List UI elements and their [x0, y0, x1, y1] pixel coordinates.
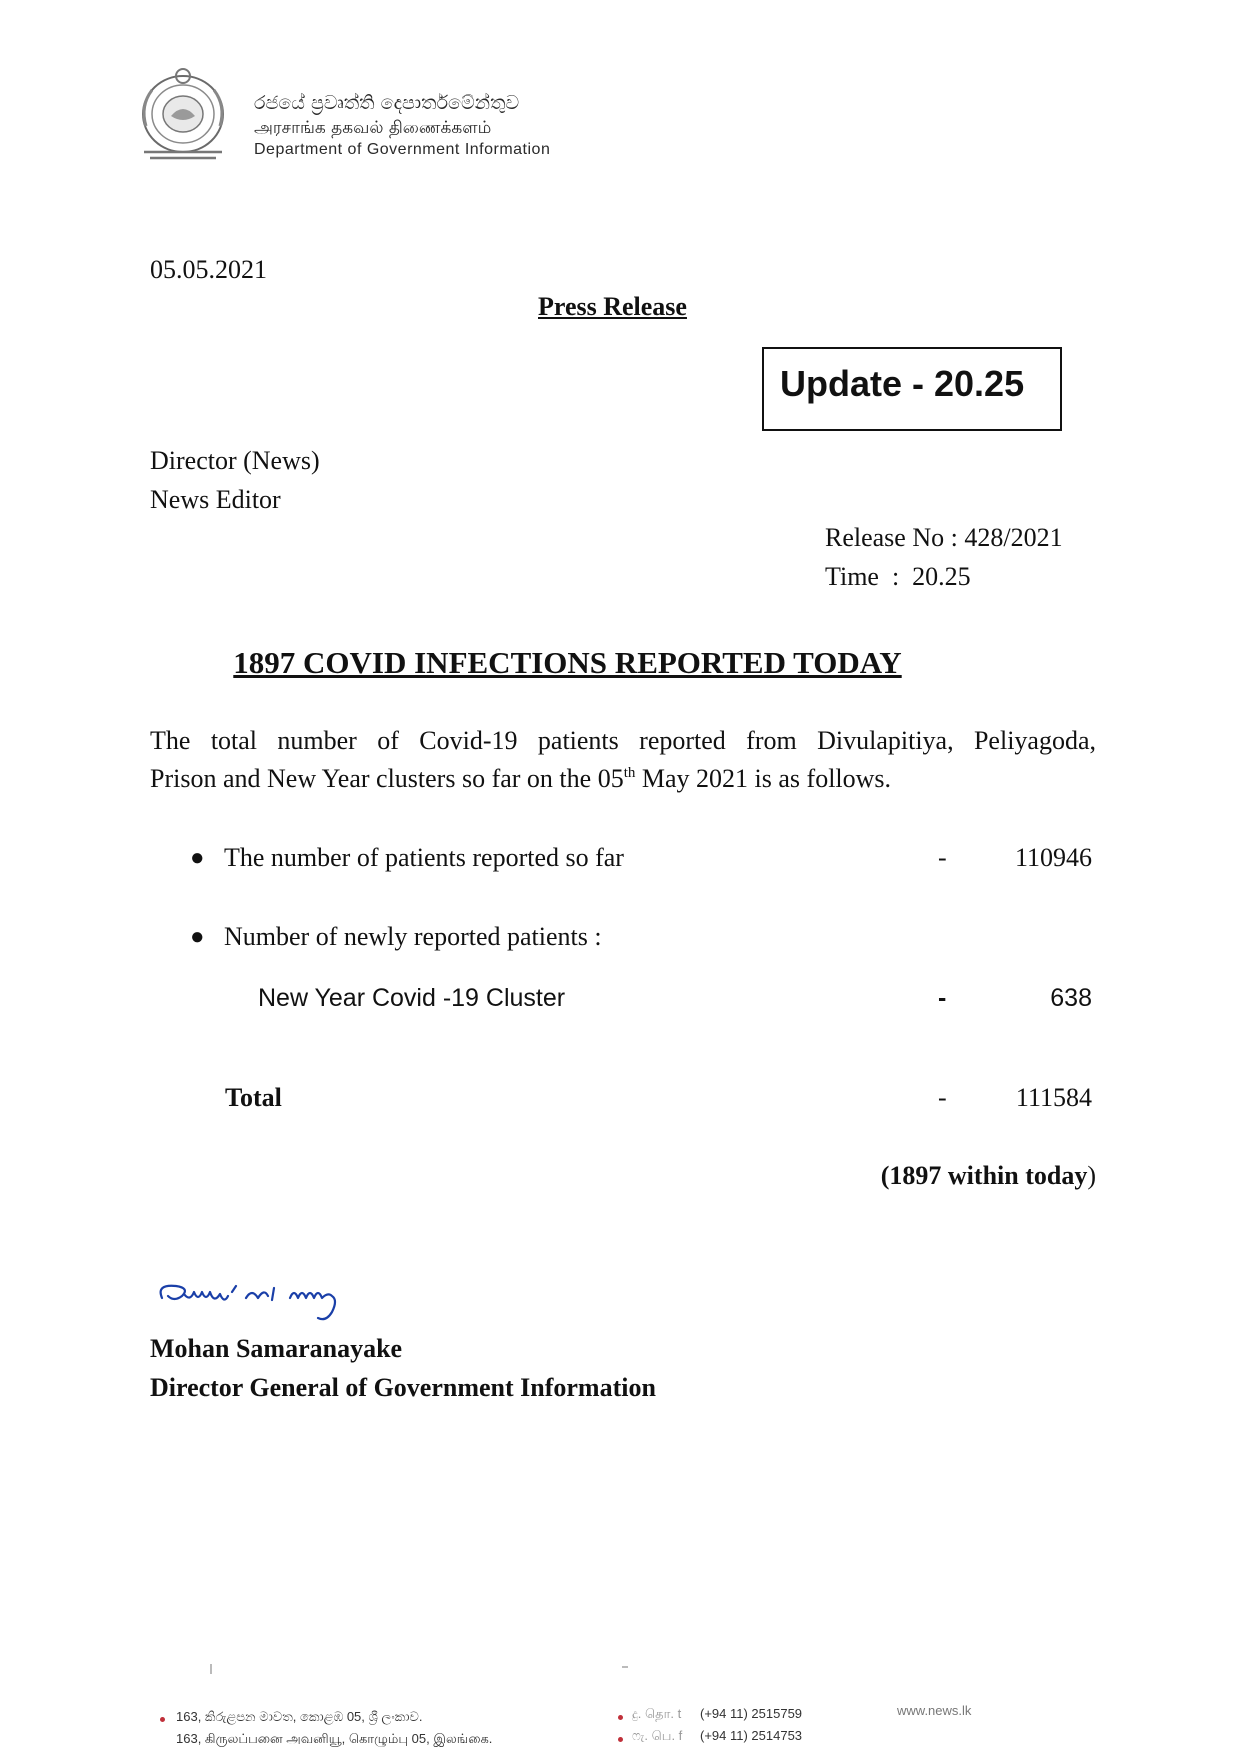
bullet-icon: ●: [190, 845, 205, 871]
intro-line-2: Prison and New Year clusters so far on the 05th May 2021 is as follows.: [150, 764, 892, 793]
footer-mark: [210, 1664, 212, 1674]
footer-bullet-icon: [618, 1737, 623, 1742]
footer-tel-prefix: දු. தொ. t: [632, 1706, 682, 1721]
footer-fax: (+94 11) 2514753: [700, 1728, 803, 1743]
government-emblem-icon: [136, 64, 230, 162]
release-time: Time : 20.25: [825, 562, 971, 591]
reported-so-far-value: 110946: [1014, 843, 1092, 872]
cluster-value: 638: [1050, 984, 1092, 1012]
footer-telephone: (+94 11) 2515759: [700, 1706, 803, 1721]
footer-address-sinhala: 163, කිරුළපන මාවත, කොළඹ 05, ශ්‍රී ලංකාව.: [176, 1709, 423, 1724]
update-box: [762, 347, 1062, 431]
update-label: Update - 20.25: [780, 363, 1025, 404]
total-dash: -: [938, 1083, 947, 1112]
recipient-editor: News Editor: [150, 485, 281, 514]
release-number: Release No : 428/2021: [825, 523, 1063, 552]
footer-bullet-icon: [160, 1717, 165, 1722]
letterhead-english: Department of Government Information: [254, 141, 551, 158]
signer-name: Mohan Samaranayake: [150, 1334, 403, 1363]
footer-mark: [622, 1666, 628, 1668]
letterhead-tamil: அரசாங்க தகவல் திணைக்களம்: [254, 118, 492, 138]
intro-line-1: The total number of Covid-19 patients reported from Divulapitiya, Peliyagoda,: [150, 726, 1096, 755]
signature: [150, 1268, 430, 1328]
signer-title: Director General of Government Information: [150, 1373, 656, 1402]
letterhead-sinhala: රජයේ ප්‍රවෘත්ති දෙපාර්තමේන්තුව: [254, 92, 520, 114]
footer-address-tamil: 163, கிருலப்பனை அவனியூ, கொழும்பு 05, இலங்கை.: [176, 1731, 493, 1746]
footer-website: www.news.lk: [897, 1703, 972, 1718]
bullet-icon: ●: [190, 924, 205, 950]
reported-dash: -: [938, 843, 947, 872]
footer-bullet-icon: [618, 1715, 623, 1720]
recipient-director: Director (News): [150, 446, 320, 475]
newly-reported-label: Number of newly reported patients :: [224, 922, 602, 951]
total-value: 111584: [1015, 1083, 1092, 1112]
intro-paragraph: [150, 722, 1096, 798]
cluster-label: New Year Covid -19 Cluster: [258, 984, 566, 1012]
footer-fax-prefix: ෆැ. பெ. f: [632, 1728, 683, 1743]
headline: 1897 COVID INFECTIONS REPORTED TODAY: [233, 645, 902, 680]
document-date: 05.05.2021: [150, 255, 267, 284]
document-type-heading: Press Release: [538, 292, 687, 321]
cluster-dash: -: [938, 984, 947, 1012]
within-today-note: (1897 within today): [880, 1161, 1096, 1190]
total-label: Total: [225, 1083, 282, 1112]
reported-so-far-label: The number of patients reported so far: [224, 843, 624, 872]
